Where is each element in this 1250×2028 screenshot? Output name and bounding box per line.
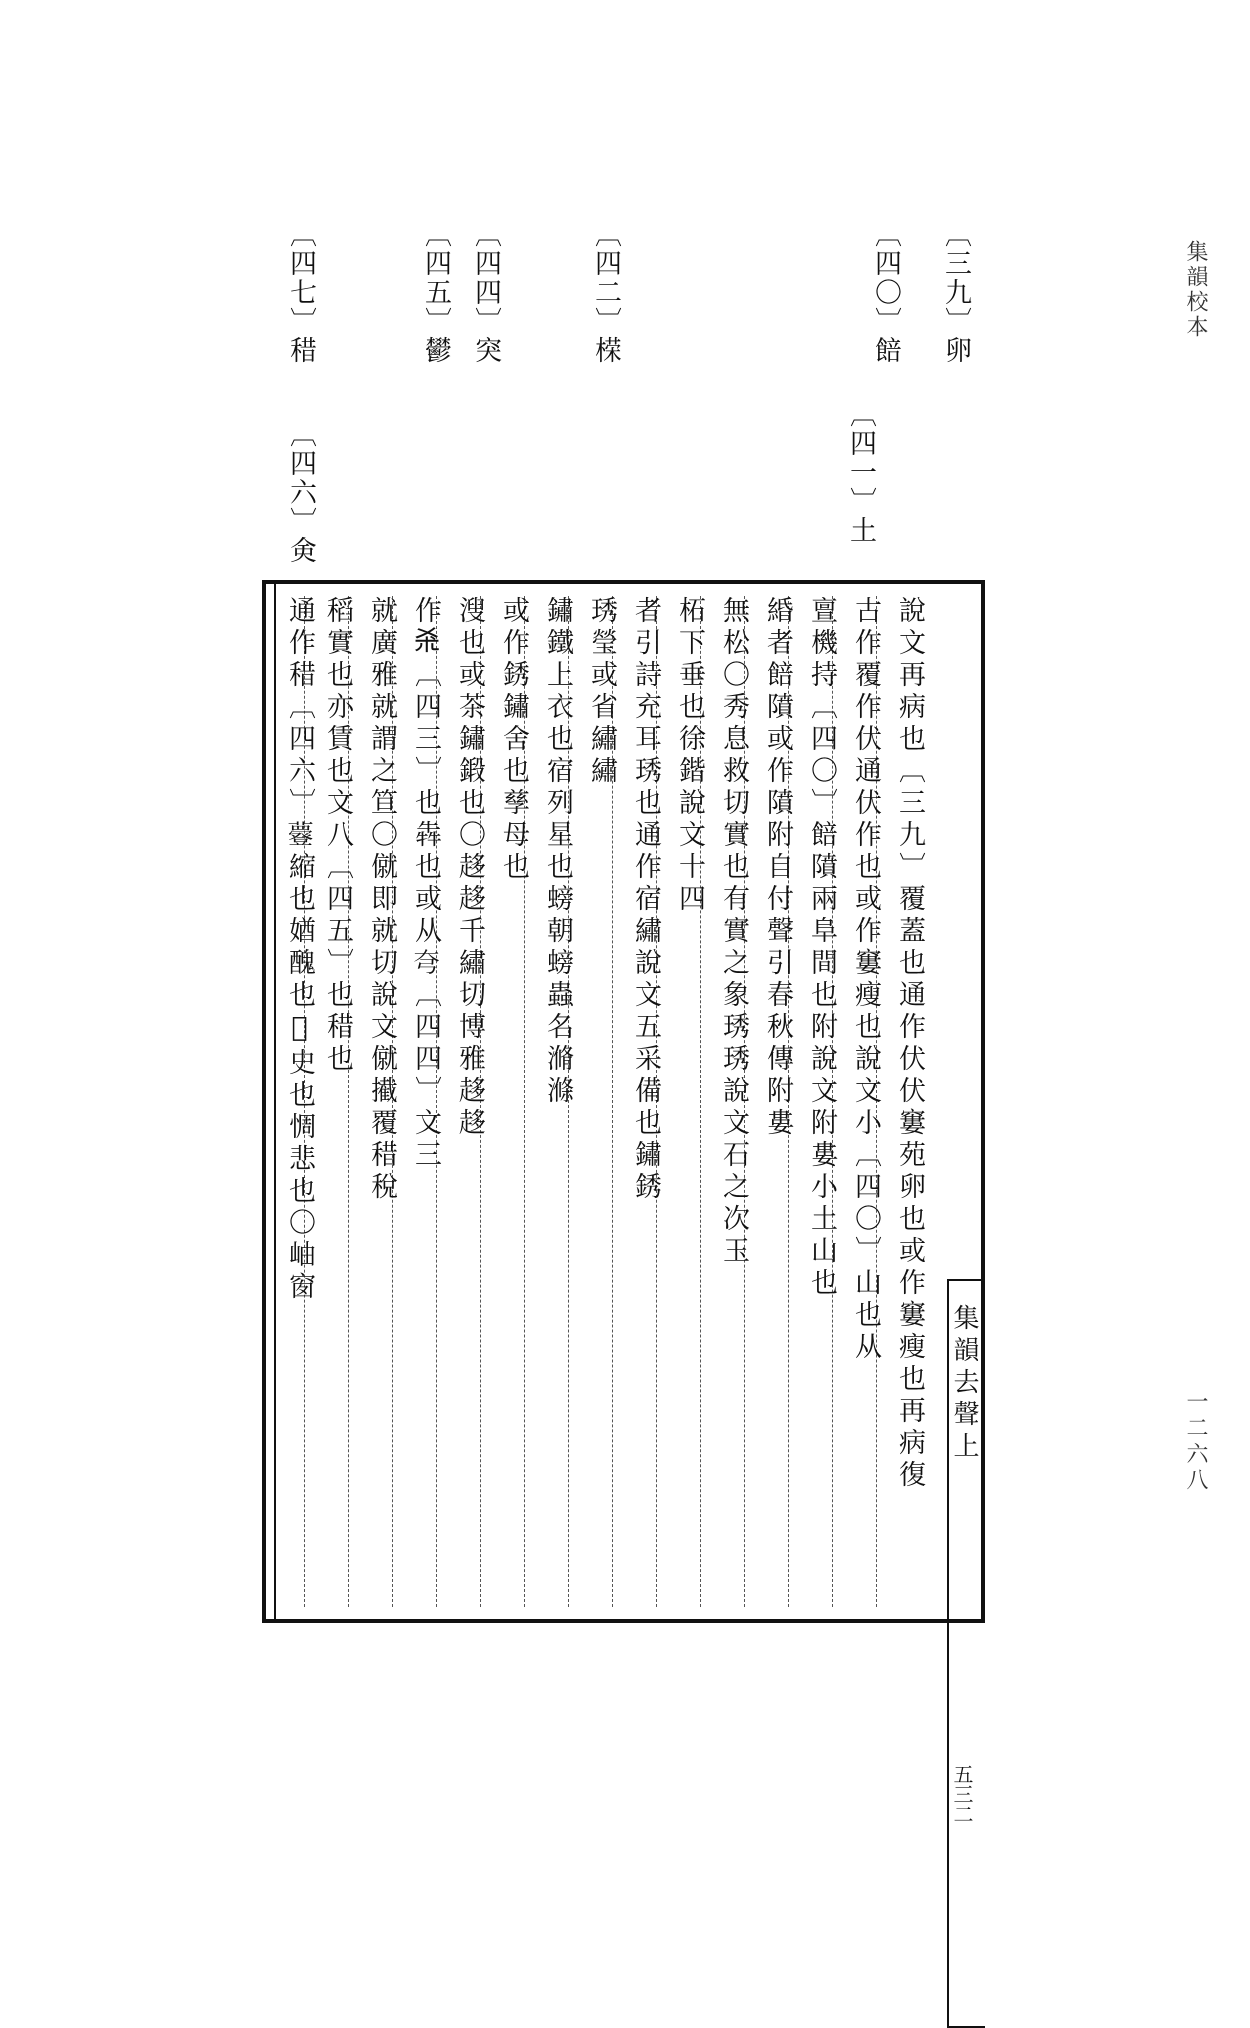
note-char: 鬰 [420,336,451,365]
book-title: 集韻校本 [1183,240,1208,340]
note-mark: 〔四一〕 [845,400,876,516]
column-text: 古作覆作伏通伏作也或作窶瘦也說文小〔四〇〕山也从 [850,596,881,1364]
note-mark: 〔四七〕 [285,220,316,336]
collation-note [285,220,315,365]
note-char: 㑒 [285,536,316,565]
note-char: 㮠 [590,336,621,365]
collation-note [590,220,620,365]
text-block [262,580,985,1824]
note-mark: 〔四六〕 [285,420,316,536]
column-text: 通作稓〔四六〕𧄼縮也媨醜也𧨞史也惆悲也〇岫窗 [284,596,315,1304]
collation-note [420,220,450,365]
column-text: 柘下垂也徐鍇說文十四 [674,596,705,916]
block-edge-label: 集韻去聲上 [949,1304,979,1464]
note-mark: 〔四五〕 [420,220,451,336]
text-column [267,596,331,1607]
note-mark: 〔四四〕 [470,220,501,336]
column-text: 溲也或茶鏽鍛也〇趍趍千繡切博雅趍趍 [454,596,485,1140]
collation-note [845,400,875,545]
note-mark: 〔四二〕 [590,220,621,336]
column-text: 或作銹鏽舍也孳母也 [498,596,529,884]
collation-note [870,220,900,365]
column-text: 就廣雅就謂之笪〇僦即就切說文僦擮覆稓稅 [366,596,397,1204]
column-text: 說文再病也〔三九〕覆蓋也通作伏伏窶苑卵也或作窶瘦也再病復 [894,596,925,1492]
note-char: 餢 [870,336,901,365]
note-mark: 〔四〇〕 [870,220,901,336]
column-text: 者引詩充耳琇也通作宿繡說文五采備也鏽銹 [630,596,661,1204]
note-char: 卵 [940,336,971,365]
page-number: 一二六八 [1183,1390,1208,1494]
column-text: 無松〇秀息救切實也有實之象琇琇說文石之次玉 [718,596,749,1268]
note-char: 土 [845,516,876,545]
collation-note [285,420,315,565]
note-char: 稓 [285,336,316,365]
note-char: 突 [470,336,501,365]
column-text: 緍者餢隫或作隫附自付聲引春秋傳附婁 [762,596,793,1140]
block-edge-number: 五三二 [950,1764,974,1824]
collation-note [470,220,500,365]
column-text: 鏽鐵上衣也宿列星也螃朝螃蟲名滫滌 [542,596,573,1108]
column-text: 亶機持〔四〇〕餢隫兩阜間也附說文附婁小土山也 [806,596,837,1300]
column-text: 稻實也亦賃也文八〔四五〕也稓也 [322,596,353,1076]
column-text: 作𣏂〔四三〕也犇也或从𡗝〔四四〕文三 [410,596,441,1172]
note-mark: 〔三九〕 [940,220,971,336]
collation-note [940,220,970,365]
column-text: 琇瑩或省繡繡 [586,596,617,788]
